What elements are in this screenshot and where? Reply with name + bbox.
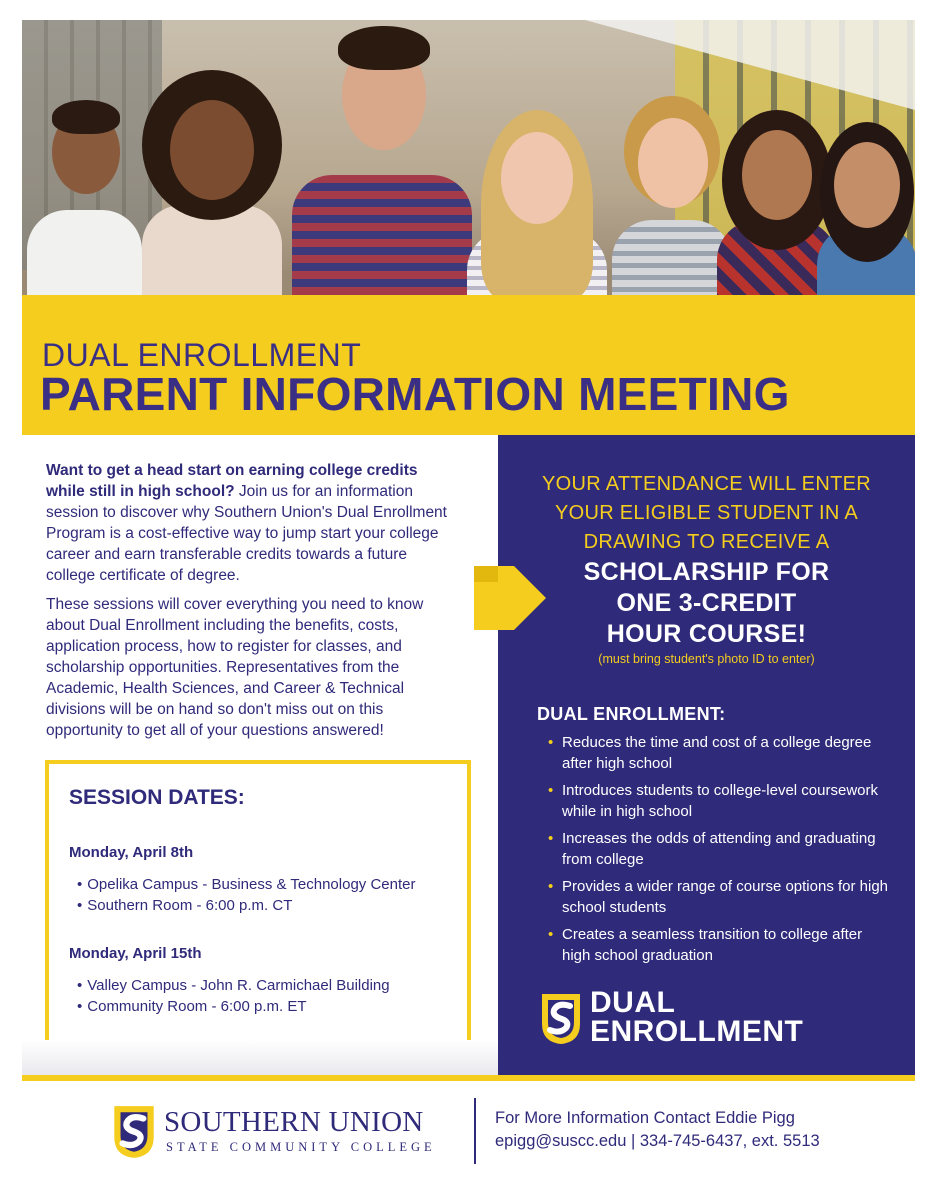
benefit-item: • Creates a seamless transition to college after high school graduation	[548, 924, 893, 966]
college-logo	[112, 1102, 457, 1162]
benefit-item: • Increases the odds of attending and graduating from college	[548, 828, 893, 870]
session-details	[77, 874, 416, 916]
attendance-line: YOUR ATTENDANCE WILL ENTER	[542, 473, 871, 495]
intro-lead-bold: Want to get a head start on earning college credits while still in high school?	[46, 462, 418, 500]
attendance-line: YOUR ELIGIBLE STUDENT IN A	[554, 502, 859, 524]
session-date: Monday, April 8th	[69, 844, 194, 861]
session-date: Monday, April 15th	[69, 945, 202, 962]
benefits-list	[548, 732, 893, 972]
benefit-item: • Introduces students to college-level coursework while in high school	[548, 780, 893, 822]
hero-photo	[22, 20, 915, 330]
attendance-note	[498, 470, 915, 557]
intro-text	[46, 460, 451, 749]
su-shield-logo	[540, 992, 582, 1046]
page-title: PARENT INFORMATION MEETING	[40, 368, 790, 420]
contact-details: epigg@suscc.edu | 334-745-6437, ext. 5513	[495, 1132, 820, 1150]
subtitle: DUAL ENROLLMENT	[42, 337, 362, 373]
attendance-line: DRAWING TO RECEIVE A	[583, 531, 830, 553]
student-figure	[457, 80, 617, 330]
student-figure	[122, 60, 292, 330]
benefit-item: • Reduces the time and cost of a college degree after high school	[548, 732, 893, 774]
scholarship-line: SCHOLARSHIP FOR	[583, 558, 830, 586]
student-figure	[282, 20, 482, 330]
title-band	[22, 295, 915, 435]
bottom-divider	[22, 1075, 915, 1081]
intro-paragraph-1	[46, 460, 451, 586]
su-shield-logo	[112, 1104, 156, 1160]
session-detail-item: • Valley Campus - John R. Carmichael Building	[77, 975, 390, 996]
session-detail-item: • Opelika Campus - Business & Technology Center	[77, 874, 416, 895]
scholarship-headline	[498, 557, 915, 650]
dual-enrollment-logo-text	[590, 988, 803, 1046]
session-detail-item: • Southern Room - 6:00 p.m. CT	[77, 895, 416, 916]
college-name: SOUTHERN UNION	[164, 1106, 424, 1138]
benefits-heading: DUAL ENROLLMENT:	[537, 704, 726, 724]
session-dates-title: SESSION DATES:	[69, 786, 245, 809]
left-fade	[22, 1040, 498, 1075]
scholarship-line: ONE 3-CREDIT	[616, 589, 797, 617]
contact-name: For More Information Contact Eddie Pigg	[495, 1109, 795, 1127]
session-details	[77, 975, 390, 1017]
benefit-item: • Provides a wider range of course options for high school students	[548, 876, 893, 918]
footer-divider	[474, 1098, 476, 1164]
scholarship-line: HOUR COURSE!	[606, 620, 807, 648]
session-dates-box	[45, 760, 471, 1045]
photo-id-note: (must bring student's photo ID to enter)	[598, 652, 815, 666]
logo-line: ENROLLMENT	[590, 1015, 804, 1048]
session-detail-item: • Community Room - 6:00 p.m. ET	[77, 996, 390, 1017]
intro-lead-rest: Join us for an information session to discover why Southern Union's Dual Enrollment Program is a cost-effective way to jump start your college career and earn transferable credits towards a future college certificate of degree.	[46, 483, 447, 584]
logo-line: DUAL	[590, 986, 676, 1019]
dual-enrollment-logo	[540, 986, 840, 1050]
intro-paragraph-2: These sessions will cover everything you need to know about Dual Enrollment including the benefits, costs, application process, how to register for classes, and scholarship opportunities. Representatives from the Academic, Health Sciences, and Career & Technical divisions will be on hand so don't miss out on this opportunity to get all of your questions answered!	[46, 596, 424, 739]
college-subtitle: STATE COMMUNITY COLLEGE	[166, 1140, 436, 1154]
